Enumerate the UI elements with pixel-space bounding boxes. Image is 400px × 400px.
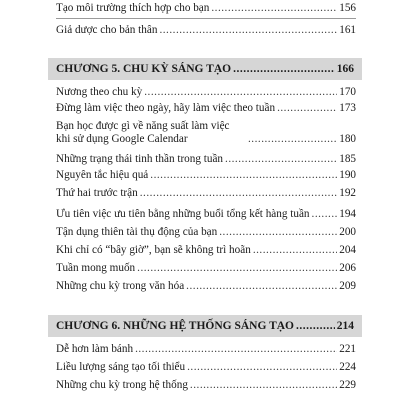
dot-leader: [150, 169, 337, 182]
toc-entry: [56, 244, 356, 257]
dot-leader: [219, 226, 337, 239]
toc-entry-title: Đừng làm việc theo ngày, hãy làm việc theo tuần: [56, 102, 276, 114]
toc-entry: [56, 2, 356, 15]
toc-entry-page: 200: [339, 226, 356, 238]
toc-entry-page: 192: [339, 187, 356, 199]
toc-entry-page: 224: [339, 361, 356, 373]
toc-entry: [56, 187, 356, 200]
toc-entry: [56, 361, 356, 374]
toc-entry: [56, 169, 356, 182]
dot-leader: [190, 379, 337, 392]
toc-entry-title: Nương theo chu kỳ: [56, 86, 143, 98]
toc-entry-page: 180: [339, 133, 356, 145]
toc-entry-page: 209: [339, 280, 356, 292]
dot-leader: [211, 2, 337, 15]
toc-entry: [56, 262, 356, 275]
toc-entry-page: 173: [339, 102, 356, 114]
toc-entry: [56, 226, 356, 239]
toc-entry-page: 221: [339, 343, 356, 355]
toc-entry-title: Khi chỉ có “bây giờ”, bạn sẽ không trì hoãn: [56, 244, 251, 256]
toc-entry: [56, 120, 356, 146]
chapter-title: CHƯƠNG 6. NHỮNG HỆ THỐNG SÁNG TẠO: [56, 320, 295, 332]
dot-leader: [233, 63, 335, 75]
dot-leader: [296, 320, 335, 332]
toc-entry: [56, 102, 356, 115]
toc-entry: [56, 343, 356, 356]
toc-entry: [56, 379, 356, 392]
dot-leader: [277, 102, 337, 115]
toc-entry-page: 185: [339, 153, 356, 165]
dot-leader: [137, 262, 337, 275]
toc-entry-page: 206: [339, 262, 356, 274]
dot-leader: [144, 86, 337, 99]
dot-leader: [225, 153, 337, 166]
separator-line: [56, 18, 356, 19]
toc-entry: [56, 86, 356, 99]
toc-entry-title: Bạn học được gì về năng suất làm việc khi sử dụng Google Calendar: [56, 120, 230, 145]
toc-entry-title: Những trạng thái tinh thần trong tuần: [56, 153, 224, 165]
toc-entry-title: Tuần mong muốn: [56, 262, 136, 274]
toc-entry: [56, 24, 356, 37]
dot-leader: [159, 24, 337, 37]
toc-entry-page: 156: [339, 2, 356, 14]
toc-entry-title: Dễ hơn làm bánh: [56, 343, 134, 355]
dot-leader: [312, 208, 338, 221]
dot-leader: [140, 187, 337, 200]
dot-leader: [186, 280, 337, 293]
toc-entry: [56, 153, 356, 166]
toc-entry-page: 204: [339, 244, 356, 256]
dot-leader: [248, 133, 337, 146]
chapter-heading: [48, 315, 362, 337]
toc-entry-title: Ưu tiên việc ưu tiên bằng những buổi tổng kết hàng tuần: [56, 208, 310, 220]
chapter-title: CHƯƠNG 5. CHU KỲ SÁNG TẠO: [56, 63, 232, 75]
toc-entry-page: 190: [339, 169, 356, 181]
dot-leader: [187, 361, 337, 374]
toc-entry-title: Tạo môi trường thích hợp cho bạn: [56, 2, 210, 14]
toc-entry-page: 194: [339, 208, 356, 220]
toc-entry-title: Những chu kỳ trong hệ thống: [56, 379, 188, 391]
toc-entry-title: Giả dược cho bản thân: [56, 24, 158, 36]
toc-entry-page: 229: [339, 379, 356, 391]
chapter-page: 166: [336, 63, 354, 75]
toc-entry-page: 161: [339, 24, 356, 36]
dot-leader: [253, 244, 337, 257]
toc-entry-title: Thứ hai trước trận: [56, 187, 138, 199]
toc-entry-title: Liều lượng sáng tạo tối thiểu: [56, 361, 186, 373]
toc-entry-page: 170: [339, 86, 356, 98]
chapter-heading: [48, 58, 362, 80]
chapter-page: 214: [336, 320, 354, 332]
toc-entry-title: Những chu kỳ trong văn hóa: [56, 280, 185, 292]
toc-entry-title: Tận dụng thiên tài thụ động của bạn: [56, 226, 218, 238]
toc-entry-title: Nguyên tắc hiệu quả: [56, 169, 149, 181]
toc-entry: [56, 280, 356, 293]
toc-entry: [56, 208, 356, 221]
dot-leader: [135, 343, 337, 356]
